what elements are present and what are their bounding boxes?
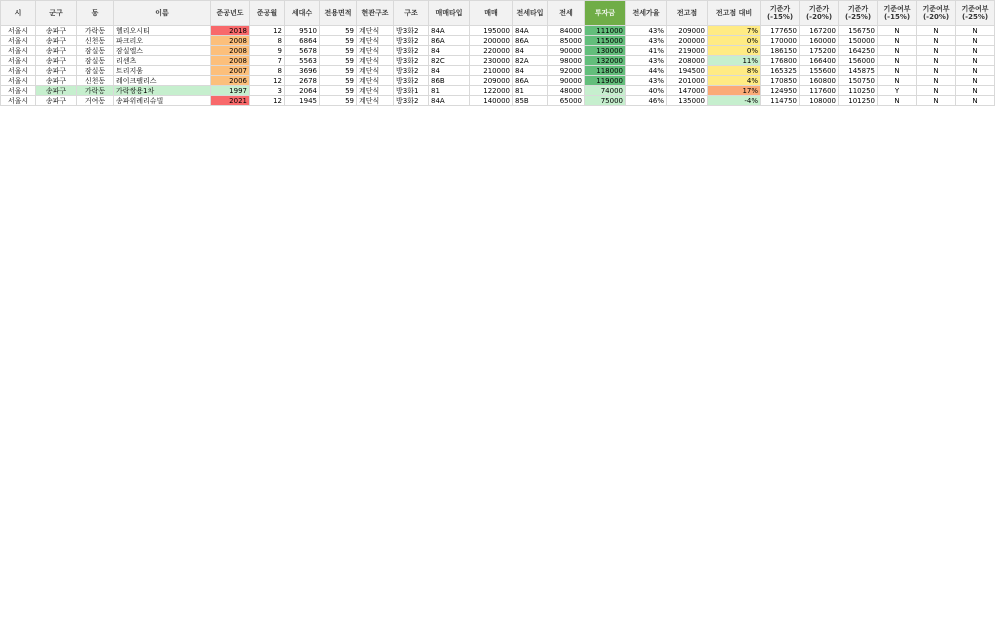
cell-sale-type[interactable]: 84 <box>429 66 470 76</box>
cell-lease-type[interactable]: 81 <box>513 86 548 96</box>
cell-peak-gap[interactable]: 0% <box>708 36 761 46</box>
cell-structure[interactable]: 방3화2 <box>394 76 429 86</box>
cell-households[interactable]: 2064 <box>285 86 320 96</box>
cell-dong[interactable]: 가락동 <box>77 86 114 96</box>
cell-base-20[interactable]: 160000 <box>800 36 839 46</box>
cell-flag-20[interactable]: N <box>917 26 956 36</box>
cell-structure[interactable]: 방3화2 <box>394 66 429 76</box>
cell-built-year[interactable]: 2006 <box>211 76 250 86</box>
cell-area[interactable]: 59 <box>320 46 357 56</box>
table-row[interactable] <box>1 96 995 106</box>
header-cell[interactable]: 동 <box>77 1 114 26</box>
cell-peak[interactable]: 201000 <box>667 76 708 86</box>
cell-base-15[interactable]: 176800 <box>761 56 800 66</box>
cell-city[interactable]: 서울시 <box>1 66 36 76</box>
table-row[interactable] <box>1 46 995 56</box>
cell-flag-20[interactable]: N <box>917 96 956 106</box>
cell-base-15[interactable]: 186150 <box>761 46 800 56</box>
cell-households[interactable]: 9510 <box>285 26 320 36</box>
cell-built-year[interactable]: 2008 <box>211 56 250 66</box>
cell-peak[interactable]: 135000 <box>667 96 708 106</box>
cell-flag-20[interactable]: N <box>917 66 956 76</box>
cell-lease-price[interactable]: 92000 <box>548 66 585 76</box>
cell-name[interactable]: 헬리오시티 <box>114 26 211 36</box>
cell-entrance[interactable]: 계단식 <box>357 96 394 106</box>
cell-entrance[interactable]: 계단식 <box>357 86 394 96</box>
cell-peak[interactable]: 209000 <box>667 26 708 36</box>
cell-built-year[interactable]: 2018 <box>211 26 250 36</box>
cell-base-25[interactable]: 110250 <box>839 86 878 96</box>
cell-area[interactable]: 59 <box>320 96 357 106</box>
cell-entrance[interactable]: 계단식 <box>357 46 394 56</box>
cell-structure[interactable]: 방3화1 <box>394 86 429 96</box>
cell-base-20[interactable]: 160800 <box>800 76 839 86</box>
cell-households[interactable]: 2678 <box>285 76 320 86</box>
cell-dong[interactable]: 가락동 <box>77 26 114 36</box>
cell-lease-ratio[interactable]: 44% <box>626 66 667 76</box>
cell-flag-25[interactable]: N <box>956 26 995 36</box>
cell-base-15[interactable]: 177650 <box>761 26 800 36</box>
cell-lease-type[interactable]: 86A <box>513 76 548 86</box>
cell-sale-type[interactable]: 82C <box>429 56 470 66</box>
header-cell[interactable]: 기준가 (-20%) <box>800 1 839 26</box>
cell-base-25[interactable]: 150750 <box>839 76 878 86</box>
cell-lease-type[interactable]: 86A <box>513 36 548 46</box>
cell-lease-price[interactable]: 65000 <box>548 96 585 106</box>
header-cell[interactable]: 기준여부 (-25%) <box>956 1 995 26</box>
header-cell[interactable]: 전고점 대비 <box>708 1 761 26</box>
cell-base-20[interactable]: 166400 <box>800 56 839 66</box>
cell-name[interactable]: 송파위례리슈빌 <box>114 96 211 106</box>
cell-lease-ratio[interactable]: 41% <box>626 46 667 56</box>
cell-area[interactable]: 59 <box>320 56 357 66</box>
cell-district[interactable]: 송파구 <box>36 66 77 76</box>
cell-flag-15[interactable]: N <box>878 56 917 66</box>
cell-name[interactable]: 리센츠 <box>114 56 211 66</box>
cell-built-month[interactable]: 12 <box>250 76 285 86</box>
cell-lease-ratio[interactable]: 46% <box>626 96 667 106</box>
cell-base-20[interactable]: 175200 <box>800 46 839 56</box>
cell-sale-type[interactable]: 84 <box>429 46 470 56</box>
cell-base-25[interactable]: 145875 <box>839 66 878 76</box>
cell-peak-gap[interactable]: 8% <box>708 66 761 76</box>
cell-entrance[interactable]: 계단식 <box>357 56 394 66</box>
cell-investment[interactable]: 111000 <box>585 26 626 36</box>
cell-flag-20[interactable]: N <box>917 46 956 56</box>
cell-sale-price[interactable]: 200000 <box>470 36 513 46</box>
cell-households[interactable]: 6864 <box>285 36 320 46</box>
cell-lease-ratio[interactable]: 40% <box>626 86 667 96</box>
cell-investment[interactable]: 132000 <box>585 56 626 66</box>
cell-city[interactable]: 서울시 <box>1 76 36 86</box>
cell-flag-25[interactable]: N <box>956 46 995 56</box>
table-row[interactable] <box>1 66 995 76</box>
cell-flag-25[interactable]: N <box>956 66 995 76</box>
cell-district[interactable]: 송파구 <box>36 36 77 46</box>
cell-peak[interactable]: 208000 <box>667 56 708 66</box>
cell-flag-20[interactable]: N <box>917 76 956 86</box>
cell-flag-25[interactable]: N <box>956 96 995 106</box>
cell-district[interactable]: 송파구 <box>36 26 77 36</box>
cell-entrance[interactable]: 계단식 <box>357 66 394 76</box>
cell-base-15[interactable]: 170850 <box>761 76 800 86</box>
cell-lease-price[interactable]: 98000 <box>548 56 585 66</box>
cell-flag-15[interactable]: N <box>878 76 917 86</box>
header-cell[interactable]: 투자금 <box>585 1 626 26</box>
cell-lease-type[interactable]: 84 <box>513 66 548 76</box>
cell-dong[interactable]: 신천동 <box>77 76 114 86</box>
cell-area[interactable]: 59 <box>320 66 357 76</box>
cell-built-month[interactable]: 7 <box>250 56 285 66</box>
cell-lease-price[interactable]: 90000 <box>548 46 585 56</box>
cell-base-25[interactable]: 156750 <box>839 26 878 36</box>
cell-base-25[interactable]: 101250 <box>839 96 878 106</box>
cell-sale-type[interactable]: 86B <box>429 76 470 86</box>
table-row[interactable] <box>1 56 995 66</box>
header-cell[interactable]: 기준여부 (-20%) <box>917 1 956 26</box>
cell-base-15[interactable]: 170000 <box>761 36 800 46</box>
cell-built-month[interactable]: 12 <box>250 96 285 106</box>
cell-district[interactable]: 송파구 <box>36 86 77 96</box>
cell-investment[interactable]: 115000 <box>585 36 626 46</box>
cell-investment[interactable]: 118000 <box>585 66 626 76</box>
table-row[interactable] <box>1 26 995 36</box>
cell-investment[interactable]: 130000 <box>585 46 626 56</box>
cell-sale-type[interactable]: 84A <box>429 26 470 36</box>
cell-flag-20[interactable]: N <box>917 86 956 96</box>
cell-dong[interactable]: 거여동 <box>77 96 114 106</box>
header-cell[interactable]: 기준여부 (-15%) <box>878 1 917 26</box>
cell-peak-gap[interactable]: 11% <box>708 56 761 66</box>
cell-area[interactable]: 59 <box>320 26 357 36</box>
header-cell[interactable]: 전용면적 <box>320 1 357 26</box>
header-cell[interactable]: 매매타입 <box>429 1 470 26</box>
cell-flag-15[interactable]: N <box>878 46 917 56</box>
cell-sale-price[interactable]: 209000 <box>470 76 513 86</box>
cell-investment[interactable]: 119000 <box>585 76 626 86</box>
cell-base-15[interactable]: 124950 <box>761 86 800 96</box>
cell-lease-ratio[interactable]: 43% <box>626 76 667 86</box>
cell-peak[interactable]: 194500 <box>667 66 708 76</box>
cell-entrance[interactable]: 계단식 <box>357 36 394 46</box>
cell-dong[interactable]: 잠실동 <box>77 66 114 76</box>
cell-built-month[interactable]: 9 <box>250 46 285 56</box>
table-row[interactable] <box>1 86 995 96</box>
table-body <box>1 26 995 106</box>
cell-base-25[interactable]: 156000 <box>839 56 878 66</box>
cell-city[interactable]: 서울시 <box>1 26 36 36</box>
cell-base-20[interactable]: 167200 <box>800 26 839 36</box>
data-table <box>0 0 995 106</box>
cell-base-25[interactable]: 150000 <box>839 36 878 46</box>
cell-built-year[interactable]: 1997 <box>211 86 250 96</box>
cell-area[interactable]: 59 <box>320 76 357 86</box>
cell-sale-price[interactable]: 122000 <box>470 86 513 96</box>
cell-city[interactable]: 서울시 <box>1 36 36 46</box>
header-cell[interactable]: 세대수 <box>285 1 320 26</box>
cell-lease-type[interactable]: 84 <box>513 46 548 56</box>
cell-sale-price[interactable]: 195000 <box>470 26 513 36</box>
cell-city[interactable]: 서울시 <box>1 96 36 106</box>
cell-flag-15[interactable]: N <box>878 96 917 106</box>
cell-entrance[interactable]: 계단식 <box>357 26 394 36</box>
cell-dong[interactable]: 잠실동 <box>77 56 114 66</box>
cell-structure[interactable]: 방3화2 <box>394 96 429 106</box>
cell-lease-ratio[interactable]: 43% <box>626 56 667 66</box>
cell-district[interactable]: 송파구 <box>36 76 77 86</box>
cell-lease-type[interactable]: 85B <box>513 96 548 106</box>
cell-built-year[interactable]: 2021 <box>211 96 250 106</box>
cell-sale-type[interactable]: 84A <box>429 96 470 106</box>
cell-city[interactable]: 서울시 <box>1 46 36 56</box>
header-cell[interactable]: 이름 <box>114 1 211 26</box>
cell-built-month[interactable]: 8 <box>250 36 285 46</box>
cell-sale-price[interactable]: 230000 <box>470 56 513 66</box>
cell-city[interactable]: 서울시 <box>1 86 36 96</box>
cell-households[interactable]: 1945 <box>285 96 320 106</box>
header-cell[interactable]: 시 <box>1 1 36 26</box>
cell-flag-25[interactable]: N <box>956 76 995 86</box>
cell-base-20[interactable]: 117600 <box>800 86 839 96</box>
cell-name[interactable]: 파크리오 <box>114 36 211 46</box>
header-row <box>1 1 995 26</box>
header-cell[interactable]: 전세가율 <box>626 1 667 26</box>
cell-area[interactable]: 59 <box>320 36 357 46</box>
cell-flag-15[interactable]: N <box>878 36 917 46</box>
cell-built-year[interactable]: 2008 <box>211 46 250 56</box>
cell-sale-price[interactable]: 220000 <box>470 46 513 56</box>
cell-name[interactable]: 잠실엘스 <box>114 46 211 56</box>
header-cell[interactable]: 전고점 <box>667 1 708 26</box>
cell-structure[interactable]: 방3화2 <box>394 26 429 36</box>
header-cell[interactable]: 기준가 (-15%) <box>761 1 800 26</box>
cell-built-month[interactable]: 3 <box>250 86 285 96</box>
cell-district[interactable]: 송파구 <box>36 46 77 56</box>
cell-district[interactable]: 송파구 <box>36 96 77 106</box>
cell-investment[interactable]: 74000 <box>585 86 626 96</box>
cell-lease-price[interactable]: 85000 <box>548 36 585 46</box>
cell-structure[interactable]: 방3화2 <box>394 36 429 46</box>
cell-peak[interactable]: 200000 <box>667 36 708 46</box>
table-row[interactable] <box>1 76 995 86</box>
cell-households[interactable]: 5678 <box>285 46 320 56</box>
cell-flag-15[interactable]: N <box>878 66 917 76</box>
cell-lease-ratio[interactable]: 43% <box>626 36 667 46</box>
cell-flag-20[interactable]: N <box>917 56 956 66</box>
cell-lease-price[interactable]: 84000 <box>548 26 585 36</box>
cell-lease-ratio[interactable]: 43% <box>626 26 667 36</box>
header-cell[interactable]: 현관구조 <box>357 1 394 26</box>
cell-peak-gap[interactable]: -4% <box>708 96 761 106</box>
cell-area[interactable]: 59 <box>320 86 357 96</box>
cell-dong[interactable]: 잠실동 <box>77 46 114 56</box>
header-cell[interactable]: 전세타입 <box>513 1 548 26</box>
header-cell[interactable]: 매매 <box>470 1 513 26</box>
header-cell[interactable]: 구조 <box>394 1 429 26</box>
cell-built-month[interactable]: 8 <box>250 66 285 76</box>
cell-built-month[interactable]: 12 <box>250 26 285 36</box>
cell-base-15[interactable]: 114750 <box>761 96 800 106</box>
cell-name[interactable]: 트리지움 <box>114 66 211 76</box>
cell-peak-gap[interactable]: 4% <box>708 76 761 86</box>
cell-peak[interactable]: 147000 <box>667 86 708 96</box>
table-row[interactable] <box>1 36 995 46</box>
cell-base-20[interactable]: 155600 <box>800 66 839 76</box>
cell-flag-25[interactable]: N <box>956 36 995 46</box>
cell-dong[interactable]: 신천동 <box>77 36 114 46</box>
header-cell[interactable]: 기준가 (-25%) <box>839 1 878 26</box>
cell-households[interactable]: 5563 <box>285 56 320 66</box>
header-cell[interactable]: 준공월 <box>250 1 285 26</box>
cell-name[interactable]: 가락쌍용1차 <box>114 86 211 96</box>
cell-lease-price[interactable]: 90000 <box>548 76 585 86</box>
cell-investment[interactable]: 75000 <box>585 96 626 106</box>
cell-flag-25[interactable]: N <box>956 86 995 96</box>
cell-lease-type[interactable]: 82A <box>513 56 548 66</box>
cell-base-15[interactable]: 165325 <box>761 66 800 76</box>
cell-built-year[interactable]: 2007 <box>211 66 250 76</box>
cell-households[interactable]: 3696 <box>285 66 320 76</box>
header-cell[interactable]: 전세 <box>548 1 585 26</box>
cell-base-20[interactable]: 108000 <box>800 96 839 106</box>
cell-flag-15[interactable]: N <box>878 26 917 36</box>
cell-sale-type[interactable]: 86A <box>429 36 470 46</box>
cell-flag-20[interactable]: N <box>917 36 956 46</box>
cell-flag-25[interactable]: N <box>956 56 995 66</box>
cell-sale-price[interactable]: 140000 <box>470 96 513 106</box>
header-cell[interactable]: 군구 <box>36 1 77 26</box>
cell-peak-gap[interactable]: 0% <box>708 46 761 56</box>
cell-base-25[interactable]: 164250 <box>839 46 878 56</box>
cell-sale-type[interactable]: 81 <box>429 86 470 96</box>
cell-lease-type[interactable]: 84A <box>513 26 548 36</box>
cell-sale-price[interactable]: 210000 <box>470 66 513 76</box>
cell-flag-15[interactable]: Y <box>878 86 917 96</box>
cell-built-year[interactable]: 2008 <box>211 36 250 46</box>
cell-name[interactable]: 레이크팰리스 <box>114 76 211 86</box>
cell-peak-gap[interactable]: 17% <box>708 86 761 96</box>
cell-city[interactable]: 서울시 <box>1 56 36 66</box>
header-cell[interactable]: 준공년도 <box>211 1 250 26</box>
cell-peak-gap[interactable]: 7% <box>708 26 761 36</box>
cell-structure[interactable]: 방3화2 <box>394 46 429 56</box>
cell-structure[interactable]: 방3화2 <box>394 56 429 66</box>
cell-lease-price[interactable]: 48000 <box>548 86 585 96</box>
cell-district[interactable]: 송파구 <box>36 56 77 66</box>
cell-peak[interactable]: 219000 <box>667 46 708 56</box>
cell-entrance[interactable]: 계단식 <box>357 76 394 86</box>
